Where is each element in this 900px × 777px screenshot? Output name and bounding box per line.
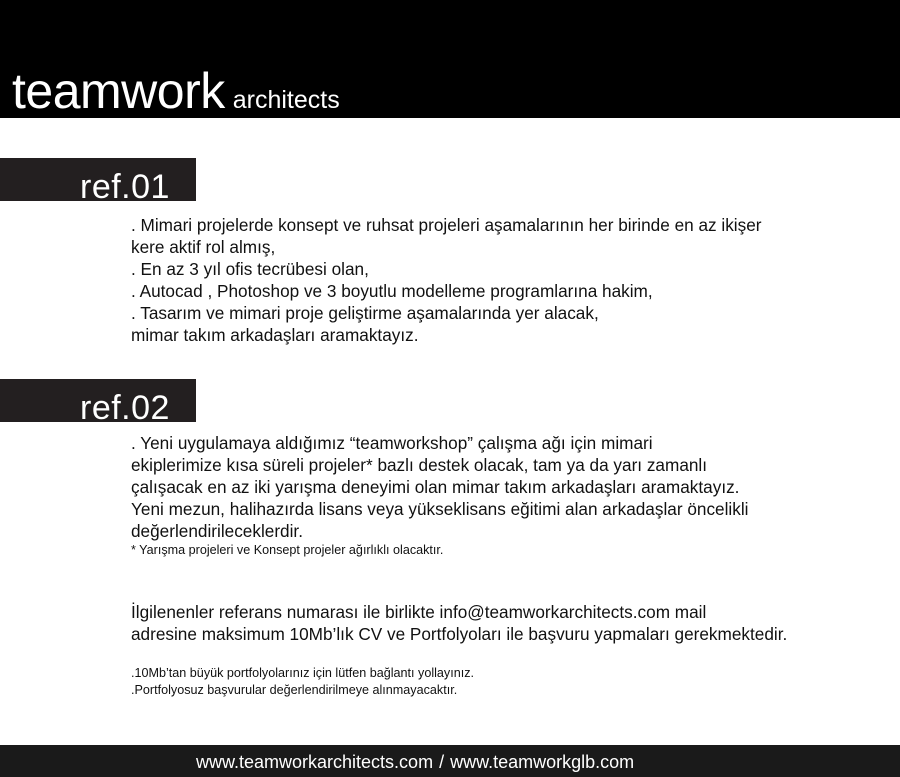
footer-separator: / — [439, 752, 445, 772]
header-bar — [0, 0, 900, 118]
ref02-line: Yeni mezun, halihazırda lisans veya yükseklisans eğitimi alan arkadaşlar öncelikli — [131, 499, 749, 519]
ref01-line: kere aktif rol almış, — [131, 237, 276, 257]
note-line: .10Mb’tan büyük portfolyolarınız için lütfen bağlantı yollayınız. — [131, 666, 475, 680]
application-notes — [131, 665, 891, 699]
ref02-line: değerlendirileceklerdir. — [131, 521, 303, 541]
footer-bar — [0, 745, 900, 777]
ref02-tab — [0, 379, 196, 427]
ref02-line: ekiplerimize kısa süreli projeler* bazlı destek olacak, tam ya da yarı zamanlı — [131, 455, 708, 475]
footer-link-teamworkglb[interactable]: www.teamworkglb.com — [450, 752, 635, 772]
footer-links — [196, 751, 634, 773]
ref02-description — [131, 432, 891, 559]
ref01-label: ref.01 — [80, 168, 170, 206]
ref02-line: çalışacak en az iki yarışma deneyimi olan mimar takım arkadaşları aramaktayız. — [131, 477, 740, 497]
footer-link-teamworkarchitects[interactable]: www.teamworkarchitects.com — [196, 752, 434, 772]
ref01-line: . Autocad , Photoshop ve 3 boyutlu modelleme programlarına hakim, — [131, 281, 653, 301]
brand-sub-text: architects — [232, 86, 340, 114]
ref01-line: mimar takım arkadaşları aramaktayız. — [131, 325, 419, 345]
contact-info — [131, 601, 891, 645]
ref02-label: ref.02 — [80, 389, 170, 427]
note-line: .Portfolyosuz başvurular değerlendirilmeye alınmayacaktır. — [131, 683, 458, 697]
ref01-line: . En az 3 yıl ofis tecrübesi olan, — [131, 259, 369, 279]
brand-main-text: teamwork — [12, 63, 225, 119]
contact-line: İlgilenenler referans numarası ile birlikte info@teamworkarchitects.com mail — [131, 602, 707, 622]
ref01-tab — [0, 158, 196, 206]
brand-logo — [12, 63, 340, 119]
contact-line: adresine maksimum 10Mb’lık CV ve Portfolyoları ile başvuru yapmaları gerekmektedir. — [131, 624, 788, 644]
ref02-footnote: * Yarışma projeleri ve Konsept projeler ağırlıklı olacaktır. — [131, 543, 444, 557]
ref01-description — [131, 214, 891, 346]
ref01-line: . Tasarım ve mimari proje geliştirme aşamalarında yer alacak, — [131, 303, 599, 323]
ref01-line: . Mimari projelerde konsept ve ruhsat projeleri aşamalarının her birinde en az ikişer — [131, 215, 762, 235]
ref02-line: . Yeni uygulamaya aldığımız “teamworkshop” çalışma ağı için mimari — [131, 433, 653, 453]
